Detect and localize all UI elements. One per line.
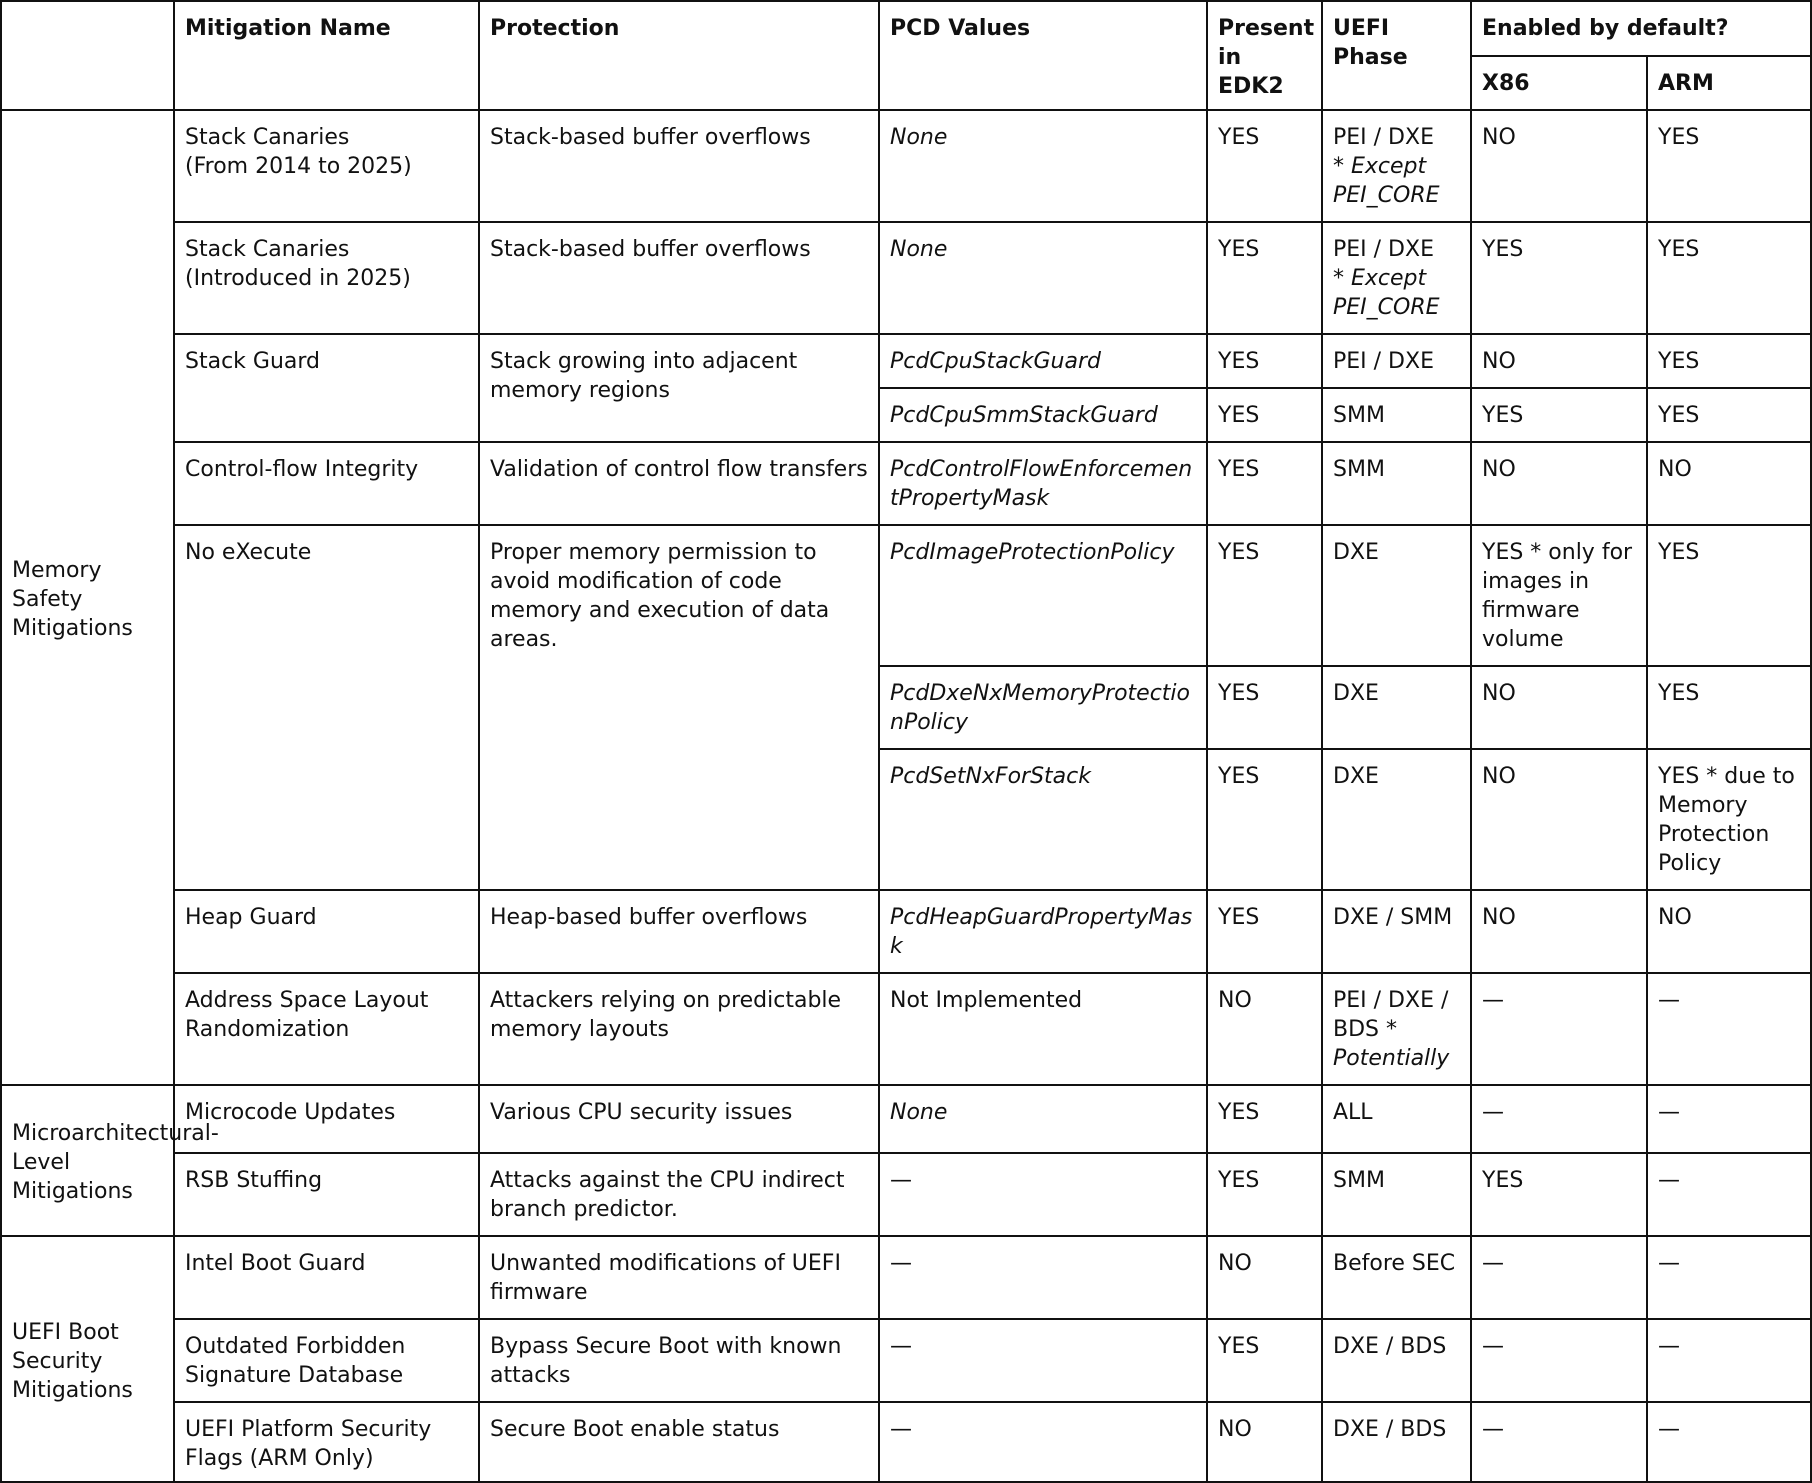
arm-value: — xyxy=(1647,1153,1811,1236)
present-value: NO xyxy=(1207,1236,1322,1319)
mitigation-name: Stack Guard xyxy=(174,334,479,442)
pcd-value: PcdDxeNxMemoryProtectionPolicy xyxy=(879,666,1207,749)
mitigation-name: Intel Boot Guard xyxy=(174,1236,479,1319)
mitigation-name: Control-flow Integrity xyxy=(174,442,479,525)
mitigation-name: Outdated Forbidden Signature Database xyxy=(174,1319,479,1402)
present-value: YES xyxy=(1207,388,1322,442)
arm-value: YES xyxy=(1647,525,1811,666)
table-row xyxy=(1,442,1811,525)
protection-cell: Validation of control flow transfers xyxy=(479,442,879,525)
arm-value: YES xyxy=(1647,334,1811,388)
x86-value: — xyxy=(1471,1402,1647,1482)
pcd-value: PcdControlFlowEnforcementPropertyMask xyxy=(879,442,1207,525)
arm-value: — xyxy=(1647,1236,1811,1319)
table-row xyxy=(1,110,1811,222)
phase-value: DXE / BDS xyxy=(1322,1402,1471,1482)
arm-value: YES * due to Memory Protection Policy xyxy=(1647,749,1811,890)
protection-cell: Unwanted modifications of UEFI firmware xyxy=(479,1236,879,1319)
present-value: YES xyxy=(1207,110,1322,222)
protection-cell: Stack-based buffer overflows xyxy=(479,110,879,222)
table-row xyxy=(1,1085,1811,1153)
pcd-value: None xyxy=(879,222,1207,334)
protection-cell: Stack-based buffer overflows xyxy=(479,222,879,334)
arm-value: NO xyxy=(1647,442,1811,525)
protection-cell: Heap-based buffer overflows xyxy=(479,890,879,973)
present-value: YES xyxy=(1207,666,1322,749)
present-value: YES xyxy=(1207,1085,1322,1153)
pcd-value: PcdCpuSmmStackGuard xyxy=(879,388,1207,442)
x86-value: YES xyxy=(1471,222,1647,334)
table-row xyxy=(1,973,1811,1085)
phase-value: PEI / DXE xyxy=(1322,334,1471,388)
present-value: YES xyxy=(1207,442,1322,525)
header-enabled-by-default: Enabled by default? xyxy=(1471,1,1811,56)
phase-note: PEI_CORE xyxy=(1333,183,1440,208)
table-row xyxy=(1,1153,1811,1236)
phase-value: Before SEC xyxy=(1322,1236,1471,1319)
header-present-in-edk2: Present in EDK2 xyxy=(1207,1,1322,110)
pcd-value: PcdHeapGuardPropertyMask xyxy=(879,890,1207,973)
mitigation-name: UEFI Platform Security Flags (ARM Only) xyxy=(174,1402,479,1482)
arm-value: YES xyxy=(1647,666,1811,749)
mitigation-name-line: (Introduced in 2025) xyxy=(185,266,411,291)
arm-value: — xyxy=(1647,1402,1811,1482)
protection-cell: Stack growing into adjacent memory regions xyxy=(479,334,879,442)
protection-cell: Various CPU security issues xyxy=(479,1085,879,1153)
phase-main: PEI / DXE xyxy=(1333,125,1434,150)
phase-note: * Except xyxy=(1333,266,1427,291)
arm-value: YES xyxy=(1647,222,1811,334)
present-value: YES xyxy=(1207,749,1322,890)
pcd-value: — xyxy=(879,1319,1207,1402)
phase-main: PEI / DXE / BDS * xyxy=(1333,988,1449,1042)
phase-value: DXE / SMM xyxy=(1322,890,1471,973)
mitigation-name xyxy=(174,110,479,222)
mitigation-name: No eXecute xyxy=(174,525,479,890)
x86-value: NO xyxy=(1471,334,1647,388)
x86-value: — xyxy=(1471,973,1647,1085)
pcd-value: — xyxy=(879,1402,1207,1482)
phase-value: DXE xyxy=(1322,749,1471,890)
pcd-value: PcdSetNxForStack xyxy=(879,749,1207,890)
x86-value: NO xyxy=(1471,666,1647,749)
category-microarchitectural: Microarchitectural-Level Mitigations xyxy=(1,1085,174,1236)
pcd-value: PcdImageProtectionPolicy xyxy=(879,525,1207,666)
x86-value: YES xyxy=(1471,1153,1647,1236)
x86-value: YES xyxy=(1471,388,1647,442)
phase-value: SMM xyxy=(1322,1153,1471,1236)
table-row xyxy=(1,1402,1811,1482)
table-row xyxy=(1,222,1811,334)
protection-cell: Attackers relying on predictable memory layouts xyxy=(479,973,879,1085)
phase-main: PEI / DXE xyxy=(1333,237,1434,262)
pcd-value: PcdCpuStackGuard xyxy=(879,334,1207,388)
header-protection: Protection xyxy=(479,1,879,110)
mitigation-name-line: (From 2014 to 2025) xyxy=(185,154,412,179)
category-uefi-boot-security: UEFI Boot Security Mitigations xyxy=(1,1236,174,1482)
protection-cell: Secure Boot enable status xyxy=(479,1402,879,1482)
present-value: NO xyxy=(1207,973,1322,1085)
table-row xyxy=(1,1236,1811,1319)
phase-note: Potentially xyxy=(1333,1046,1450,1071)
pcd-value: — xyxy=(879,1236,1207,1319)
present-value: YES xyxy=(1207,525,1322,666)
mitigation-name-line: Stack Canaries xyxy=(185,237,350,262)
phase-value xyxy=(1322,110,1471,222)
header-uefi-phase: UEFI Phase xyxy=(1322,1,1471,110)
arm-value: YES xyxy=(1647,388,1811,442)
phase-note: PEI_CORE xyxy=(1333,295,1440,320)
present-value: NO xyxy=(1207,1402,1322,1482)
pcd-value: None xyxy=(879,110,1207,222)
mitigation-name: Heap Guard xyxy=(174,890,479,973)
header-pcd-values: PCD Values xyxy=(879,1,1207,110)
present-value: YES xyxy=(1207,1319,1322,1402)
phase-value: ALL xyxy=(1322,1085,1471,1153)
arm-value: YES xyxy=(1647,110,1811,222)
table-row xyxy=(1,1319,1811,1402)
header-category xyxy=(1,1,174,110)
arm-value: — xyxy=(1647,1085,1811,1153)
table-row xyxy=(1,890,1811,973)
protection-cell: Proper memory permission to avoid modification of code memory and execution of data areas. xyxy=(479,525,879,890)
phase-value: DXE xyxy=(1322,525,1471,666)
phase-value xyxy=(1322,973,1471,1085)
present-value: YES xyxy=(1207,1153,1322,1236)
present-value: YES xyxy=(1207,334,1322,388)
arm-value: — xyxy=(1647,1319,1811,1402)
present-value: YES xyxy=(1207,222,1322,334)
mitigation-name: Address Space Layout Randomization xyxy=(174,973,479,1085)
pcd-value: — xyxy=(879,1153,1207,1236)
phase-value xyxy=(1322,222,1471,334)
x86-value: — xyxy=(1471,1236,1647,1319)
x86-value: NO xyxy=(1471,890,1647,973)
table-row xyxy=(1,334,1811,388)
category-memory-safety: Memory Safety Mitigations xyxy=(1,110,174,1085)
arm-value: NO xyxy=(1647,890,1811,973)
x86-value: — xyxy=(1471,1319,1647,1402)
mitigation-name: RSB Stuffing xyxy=(174,1153,479,1236)
header-mitigation-name: Mitigation Name xyxy=(174,1,479,110)
table-row xyxy=(1,525,1811,666)
x86-value: — xyxy=(1471,1085,1647,1153)
mitigation-name-line: Stack Canaries xyxy=(185,125,350,150)
phase-value: DXE xyxy=(1322,666,1471,749)
header-x86: X86 xyxy=(1471,56,1647,110)
phase-note: * Except xyxy=(1333,154,1427,179)
protection-cell: Bypass Secure Boot with known attacks xyxy=(479,1319,879,1402)
header-arm: ARM xyxy=(1647,56,1811,110)
arm-value: — xyxy=(1647,973,1811,1085)
x86-value: NO xyxy=(1471,442,1647,525)
protection-cell: Attacks against the CPU indirect branch predictor. xyxy=(479,1153,879,1236)
mitigation-name: Microcode Updates xyxy=(174,1085,479,1153)
present-value: YES xyxy=(1207,890,1322,973)
phase-value: SMM xyxy=(1322,388,1471,442)
pcd-value: None xyxy=(879,1085,1207,1153)
pcd-value: Not Implemented xyxy=(879,973,1207,1085)
phase-value: SMM xyxy=(1322,442,1471,525)
header-row xyxy=(1,1,1811,56)
x86-value: YES * only for images in firmware volume xyxy=(1471,525,1647,666)
phase-value: DXE / BDS xyxy=(1322,1319,1471,1402)
x86-value: NO xyxy=(1471,110,1647,222)
mitigation-name xyxy=(174,222,479,334)
x86-value: NO xyxy=(1471,749,1647,890)
